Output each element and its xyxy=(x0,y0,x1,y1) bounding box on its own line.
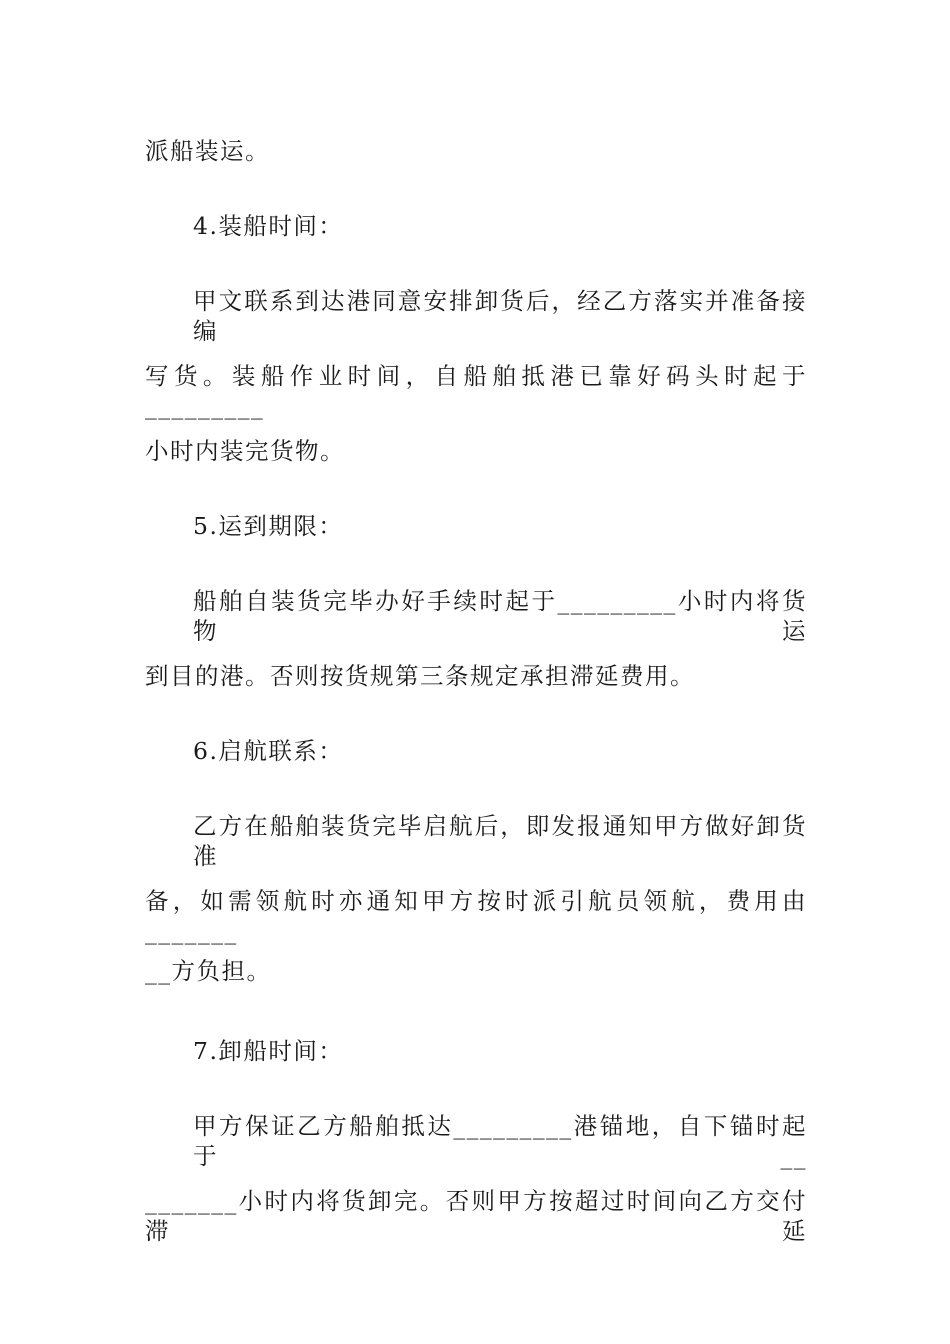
section-heading-6: 6.启航联系： xyxy=(193,737,344,765)
text-line-14: 甲方保证乙方船舶抵达_________港锚地，自下锚时起于__ xyxy=(193,1112,807,1170)
section-heading-7: 7.卸船时间： xyxy=(193,1037,344,1065)
section-heading-5: 5.运到期限： xyxy=(193,512,344,540)
text-line-4: 写货。装船作业时间，自船舶抵港已靠好码头时起于_________ xyxy=(145,362,807,420)
text-line-5: 小时内装完货物。 xyxy=(145,437,345,465)
section-heading-4: 4.装船时间： xyxy=(193,212,344,240)
text-line-1: 派船装运。 xyxy=(145,137,270,165)
text-line-7: 船舶自装货完毕办好手续时起于_________小时内将货物运 xyxy=(193,587,807,645)
text-line-10: 乙方在船舶装货完毕启航后，即发报通知甲方做好卸货准 xyxy=(193,812,807,870)
text-line-11: 备，如需领航时亦通知甲方按时派引航员领航，费用由_______ xyxy=(145,887,807,945)
text-line-3: 甲文联系到达港同意安排卸货后，经乙方落实并准备接编 xyxy=(193,287,807,345)
text-line-12: __方负担。 xyxy=(145,957,272,985)
text-line-15: _______小时内将货卸完。否则甲方按超过时间向乙方交付滞延 xyxy=(145,1187,807,1245)
text-line-8: 到目的港。否则按货规第三条规定承担滞延费用。 xyxy=(145,662,695,690)
